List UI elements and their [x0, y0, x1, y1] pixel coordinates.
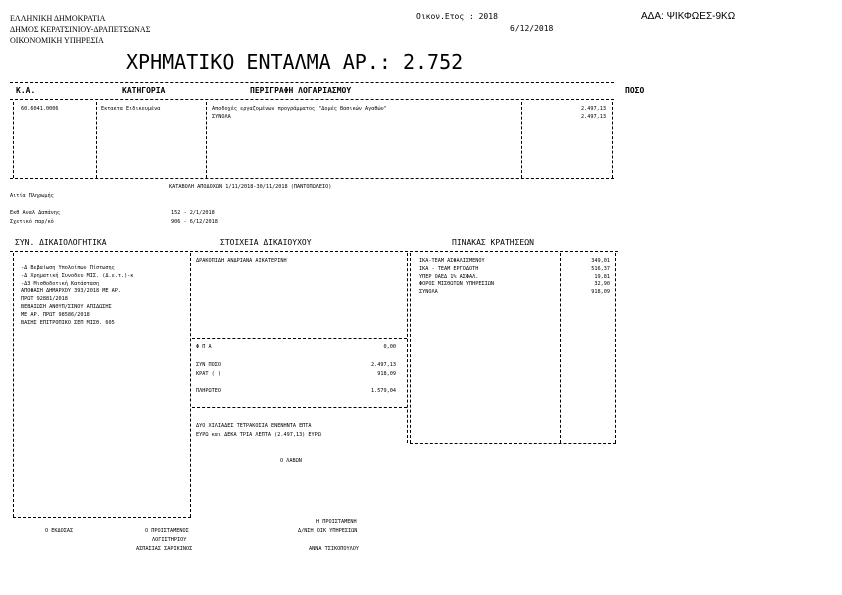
col-header-description: ΠΕΡΙΓΡΑΦΗ ΛΟΓΑΡΙΑΣΜΟΥ [250, 86, 352, 95]
head-title-1: Η ΠΡΟΙΣΤΑΜΕΝΗ [316, 519, 357, 525]
deduction-label: ΦΟΡΟΣ ΜΙΣΘΩΤΩΝ ΥΠΗΡΕΣΙΩΝ [419, 281, 494, 288]
col-header-category: ΚΑΤΗΓΟΡΙΑ [122, 86, 166, 95]
org-line-3: ΟΙΚΟΝΟΜΙΚΗ ΥΠΗΡΕΣΙΑ [10, 36, 104, 45]
head-title-2: Δ/ΝΣΗ ΟΙΚ ΥΠΗΡΕΣΙΩΝ [298, 528, 358, 534]
deduction-label: ΣΥΝΟΛΑ [419, 289, 438, 296]
divider [10, 99, 614, 100]
payment-note: ΚΑΤΑΒΟΛΗ ΑΠΟΔΟΧΩΝ 1/11/2018-30/11/2018 (ΠΑΝΤΟΠΩΛΕΙΟ) [169, 184, 332, 190]
account-category: Εκτακτα Ειδικευμένα [101, 106, 161, 112]
table-border [13, 102, 14, 178]
deduction-value: 349,01 [591, 258, 610, 264]
table-border [521, 102, 522, 178]
fpa-value: 0,00 [383, 344, 396, 350]
account-total-amount: 2.497,13 [581, 114, 606, 120]
supporting-doc-line: ΠΡΩΤ 92881/2018 [21, 296, 68, 303]
amount-in-words-1: ΔΥΟ ΧΙΛΙΑΔΕΣ ΤΕΤΡΑΚΟΣΙΑ ΕΝΕΝΗΝΤΑ ΕΠΤΑ [196, 423, 312, 429]
total-value: 2.497,13 [371, 362, 396, 368]
amount-in-words-2: ΕΥΡΩ και ΔΕΚΑ ΤΡΙΑ ΛΕΠΤΑ (2.497,13) ΕΥΡΩ [196, 432, 321, 438]
box-border [407, 253, 408, 443]
account-amount: 2.497,13 [581, 106, 606, 112]
org-line-1: ΕΛΛΗΝΙΚΗ ΔΗΜΟΚΡΑΤΙΑ [10, 14, 106, 23]
deduction-label: ΥΠΕΡ ΟΑΕΔ 1% ΑΣΦΑΛ. [419, 273, 479, 280]
divider [192, 407, 407, 408]
payable-value: 1.579,04 [371, 388, 396, 394]
deduction-label: ΙΚΑ-ΤΕΑΜ ΑΣΦΑΛΙΣΜΕΝΟΥ [419, 258, 485, 264]
divider [13, 517, 191, 518]
deductions-title: ΠΙΝΑΚΑΣ ΚΡΑΤΗΣΕΩΝ [452, 238, 534, 247]
account-code: 60.6041.0006 [21, 106, 59, 112]
divider [410, 443, 616, 444]
beneficiary-name: ΔΡΑΚΟΠΙΔΗ ΑΝΔΡΙΑΝΑ ΑΙΚΑΤΕΡΙΝΗ [196, 258, 287, 264]
fiscal-year: Οικον.Ετος : 2018 [416, 12, 498, 21]
related-label: Σχετικό παρ/κό [10, 219, 54, 225]
account-description: Αποδοχές εργαζομένων προγράμματος "Δομές Βασικών Αγαθών" [212, 106, 387, 112]
accountant-name: ΑΣΠΑΣΙΑΣ ΣΑΡΙΚΙΝΟΣ [136, 546, 193, 552]
supporting-doc-line: -Δ Χρηματική Συνοδευ ΜΙΣ. (Δ.ε.τ.)-κ [21, 272, 134, 279]
accountant-title-1: Ο ΠΡΟΙΣΤΑΜΕΝΟΣ [145, 528, 189, 534]
divider [192, 338, 407, 339]
supporting-doc-line: -Δ3 Μισθοδοτική Κατάσταση [21, 280, 100, 287]
org-line-2: ΔΗΜΟΣ ΚΕΡΑΤΣΙΝΙΟΥ-ΔΡΑΠΕΤΣΩΝΑΣ [10, 25, 151, 34]
supporting-docs-title: ΣΥΝ. ΔΙΚΑΙΟΛΟΓΗΤΙΚΑ [15, 238, 107, 247]
ada-code: ΑΔΑ: ΨΙΚΦΩΕΣ-9ΚΩ [641, 11, 736, 22]
beneficiary-title: ΣΤΟΙΧΕΙΑ ΔΙΚΑΙΟΥΧΟΥ [220, 238, 312, 247]
cause-label: Αιτία Πληρωμής [10, 193, 54, 199]
supporting-doc-line: ΜΕ ΑΡ. ΠΡΩΤ 98586/2018 [21, 311, 90, 318]
col-header-amount: ΠΟΣΟ [625, 86, 645, 95]
table-border [206, 102, 207, 178]
supporting-doc-line: -Δ Βεβαίωση Υπολοίπων Πίστωσης [21, 265, 115, 271]
commitment-label: Εκθ Αναλ Δαπάνης [10, 210, 60, 216]
head-name: ΑΝΝΑ ΤΣΙΚΟΠΟΥΛΟΥ [309, 546, 359, 552]
col-header-ka: Κ.Α. [16, 86, 36, 95]
account-total-label: ΣΥΝΟΛΑ [212, 114, 231, 120]
commitment-value: 152 - 2/1/2018 [171, 210, 215, 216]
box-border [190, 253, 191, 517]
supporting-doc-line: ΒΑΣΗΣ ΕΠΙΤΡΟΠΙΚΟ ΣΕΠ ΜΙΣΘ. 605 [21, 319, 115, 326]
fpa-label: Φ Π Α [196, 344, 212, 350]
deductions-value: 918,09 [377, 371, 396, 377]
divider [10, 82, 614, 83]
table-border [96, 102, 97, 178]
deduction-value: 918,09 [591, 289, 610, 296]
accountant-title-2: ΛΟΓΙΣΤΗΡΙΟΥ [152, 537, 187, 543]
issue-date: 6/12/2018 [510, 24, 554, 33]
divider [10, 178, 614, 179]
deduction-value: 32,90 [594, 281, 610, 288]
deduction-label: ΙΚΑ - ΤΕΑΜ ΕΡΓΟΔΟΤΗ [419, 265, 479, 272]
receiver-label: Ο ΛΑΒΩΝ [280, 458, 302, 464]
deduction-value: 19,81 [594, 273, 610, 280]
deductions-labels [419, 258, 494, 297]
supporting-doc-line: ΒΕΒΑΙΩΣΗ ΑΝΘΥΠ/ΣΙΝΟΥ ΑΠΙΔΩΣΗΣ [21, 303, 112, 310]
page-title: ΧΡΗΜΑΤΙΚΟ ΕΝΤΑΛΜΑ ΑΡ.: 2.752 [126, 50, 464, 74]
divider [10, 251, 618, 252]
supporting-doc-line: ΑΠΟΦΑΣΗ ΔΗΜΑΡΧΟΥ 393/2018 ΜΕ ΑΡ. [21, 288, 121, 295]
deductions-label: ΚΡΑΤ ( ) [196, 371, 221, 377]
box-border [615, 253, 616, 443]
box-border [560, 253, 561, 443]
deductions-values [562, 258, 610, 297]
related-value: 906 - 6/12/2018 [171, 219, 218, 225]
deduction-value: 516,37 [591, 265, 610, 272]
box-border [13, 253, 14, 517]
table-border [612, 102, 613, 178]
issuer-signature: Ο ΕΚΔΟΣΑΣ [45, 528, 74, 534]
total-label: ΣΥΝ ΠΟΣΟ [196, 362, 221, 368]
box-border [410, 253, 411, 443]
payable-label: ΠΛΗΡΩΤΕΟ [196, 388, 221, 394]
supporting-docs-list [21, 265, 133, 327]
